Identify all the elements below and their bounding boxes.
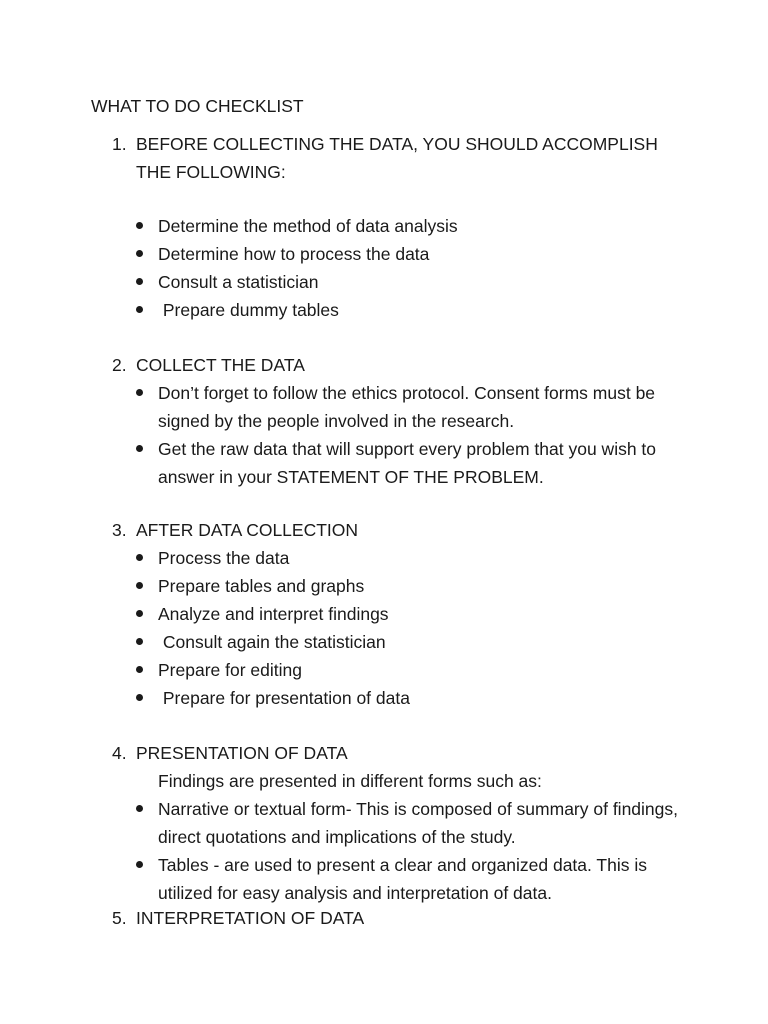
bullet-icon xyxy=(136,250,143,257)
bullet-icon xyxy=(136,805,143,812)
list-item-text: Get the raw data that will support every problem that you wish to answer in your STATEMENT OF THE PROBLEM. xyxy=(158,439,657,487)
list-item xyxy=(0,212,698,240)
bullet-list xyxy=(0,544,768,712)
bullet-list xyxy=(0,379,768,491)
list-item-text: Analyze and interpret findings xyxy=(158,604,389,624)
list-item-text: Consult again the statistician xyxy=(158,632,386,652)
list-item xyxy=(0,379,698,435)
section-number: 4. xyxy=(112,743,127,763)
section-number: 3. xyxy=(112,520,127,540)
bullet-icon xyxy=(136,694,143,701)
section-heading: AFTER DATA COLLECTION xyxy=(136,520,359,540)
bullet-icon xyxy=(136,666,143,673)
list-item xyxy=(0,544,698,572)
list-item-text: Determine how to process the data xyxy=(158,244,430,264)
section-number: 2. xyxy=(112,355,127,375)
list-item xyxy=(0,572,698,600)
bullet-icon xyxy=(136,222,143,229)
bullet-list xyxy=(0,795,768,907)
list-item xyxy=(0,684,698,712)
bullet-icon xyxy=(136,610,143,617)
list-item-text: Prepare dummy tables xyxy=(158,300,339,320)
list-item xyxy=(0,628,698,656)
bullet-icon xyxy=(136,582,143,589)
section-heading: PRESENTATION OF DATA xyxy=(136,743,348,763)
list-item-text: Don’t forget to follow the ethics protocol. Consent forms must be signed by the people involved in the research. xyxy=(158,383,656,431)
list-item xyxy=(0,851,698,907)
section-number: 1. xyxy=(112,134,127,154)
list-item-text: Process the data xyxy=(158,548,290,568)
bullet-icon xyxy=(136,306,143,313)
list-item-text: Prepare tables and graphs xyxy=(158,576,365,596)
section-intro: Findings are presented in different forms such as: xyxy=(158,771,542,791)
bullet-icon xyxy=(136,638,143,645)
bullet-icon xyxy=(136,278,143,285)
list-item-text: Determine the method of data analysis xyxy=(158,216,458,236)
list-item-text: Narrative or textual form- This is composed of summary of findings, direct quotations and implications of the study. xyxy=(158,799,679,847)
list-item xyxy=(0,795,698,851)
list-item xyxy=(0,656,698,684)
section-heading: INTERPRETATION OF DATA xyxy=(136,908,365,928)
bullet-icon xyxy=(136,554,143,561)
list-item xyxy=(0,600,698,628)
list-item xyxy=(0,268,698,296)
list-item-text: Prepare for editing xyxy=(158,660,302,680)
section-heading: BEFORE COLLECTING THE DATA, YOU SHOULD ACCOMPLISH THE FOLLOWING: xyxy=(136,134,658,182)
section-number: 5. xyxy=(112,908,127,928)
list-item-text: Consult a statistician xyxy=(158,272,319,292)
bullet-icon xyxy=(136,389,143,396)
list-item-text: Tables - are used to present a clear and organized data. This is utilized for easy analysis and interpretation of data. xyxy=(158,855,647,903)
list-item xyxy=(0,296,698,324)
list-item xyxy=(0,435,698,491)
bullet-icon xyxy=(136,861,143,868)
list-item-text: Prepare for presentation of data xyxy=(158,688,410,708)
section-heading: COLLECT THE DATA xyxy=(136,355,305,375)
page-title: WHAT TO DO CHECKLIST xyxy=(91,96,304,116)
bullet-list xyxy=(0,212,768,324)
bullet-icon xyxy=(136,445,143,452)
list-item xyxy=(0,240,698,268)
